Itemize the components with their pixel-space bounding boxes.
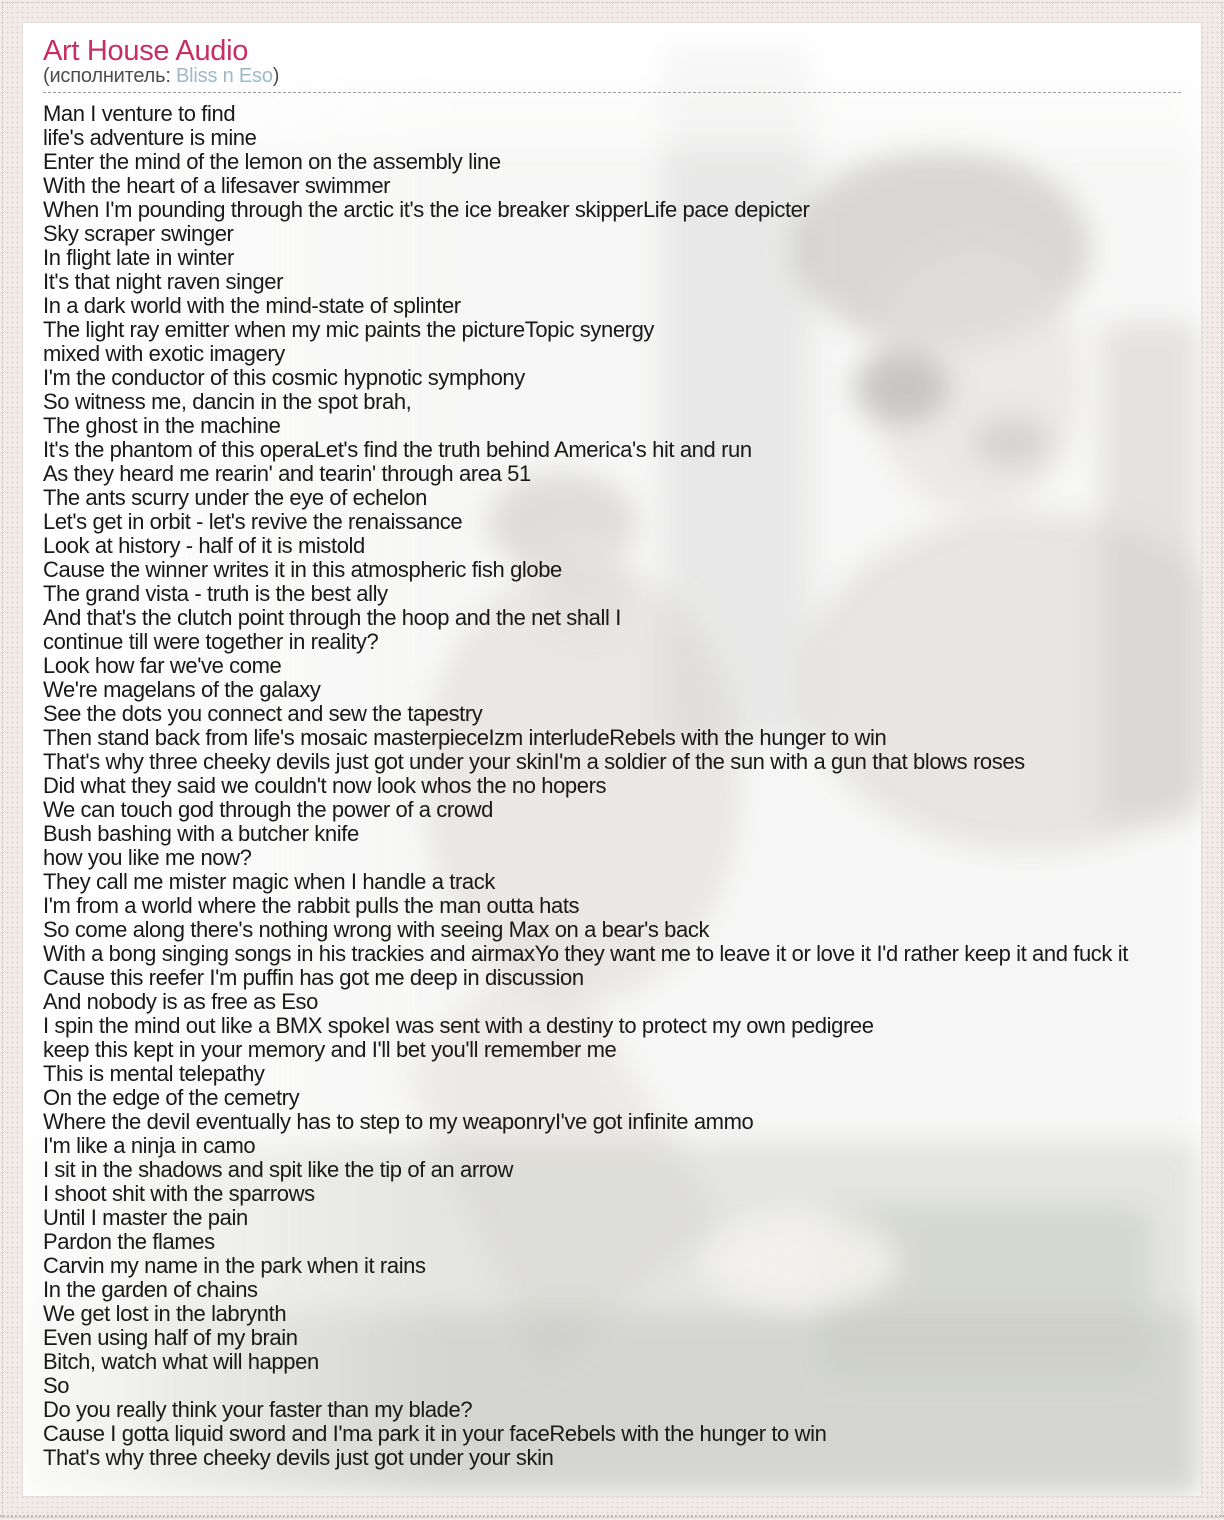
lyric-line: In the garden of chains — [43, 1277, 258, 1302]
lyric-line: And that's the clutch point through the hoop and the net shall I — [43, 605, 621, 630]
lyric-line: Bush bashing with a butcher knife — [43, 821, 359, 846]
lyric-line: When I'm pounding through the arctic it's the ice breaker skipperLife pace depicter — [43, 197, 810, 222]
lyric-line: Do you really think your faster than my blade? — [43, 1397, 473, 1422]
lyric-line: That's why three cheeky devils just got under your skin — [43, 1445, 554, 1470]
lyric-line: Look at history - half of it is mistold — [43, 533, 365, 558]
lyric-line: The ghost in the machine — [43, 413, 281, 438]
lyric-line: Even using half of my brain — [43, 1325, 298, 1350]
lyric-line: This is mental telepathy — [43, 1061, 265, 1086]
page-title: Art House Audio — [43, 35, 249, 67]
lyric-line: The light ray emitter when my mic paints the pictureTopic synergy — [43, 317, 655, 342]
lyric-line: So come along there's nothing wrong with seeing Max on a bear's back — [43, 917, 710, 942]
artist-line — [43, 65, 1181, 93]
lyric-line: Bitch, watch what will happen — [43, 1349, 319, 1374]
lyric-line: I'm the conductor of this cosmic hypnotic symphony — [43, 365, 525, 390]
lyric-line: I shoot shit with the sparrows — [43, 1181, 315, 1206]
lyric-line: I'm from a world where the rabbit pulls the man outta hats — [43, 893, 580, 918]
lyric-line: keep this kept in your memory and I'll bet you'll remember me — [43, 1037, 617, 1062]
lyric-line: how you like me now? — [43, 845, 252, 870]
lyric-line: Pardon the flames — [43, 1229, 215, 1254]
lyric-line: Look how far we've come — [43, 653, 282, 678]
lyric-line: It's the phantom of this operaLet's find the truth behind America's hit and run — [43, 437, 752, 462]
lyric-line: Where the devil eventually has to step to my weaponryI've got infinite ammo — [43, 1109, 754, 1134]
artist-label-suffix: ) — [272, 65, 280, 87]
lyric-line: Carvin my name in the park when it rains — [43, 1253, 426, 1278]
lyric-line: Cause I gotta liquid sword and I'ma park it in your face​Rebels with the hunger to win — [43, 1421, 827, 1446]
artist-label-prefix: (исполнитель: — [43, 65, 177, 87]
lyric-line: mixed with exotic imagery — [43, 341, 285, 366]
lyric-line: Enter the mind of the lemon on the assembly line — [43, 149, 501, 174]
lyric-line: Let's get in orbit - let's revive the renaissance — [43, 509, 463, 534]
lyric-line: Cause this reefer I'm puffin has got me deep in discussion — [43, 965, 584, 990]
lyrics-text — [43, 102, 1181, 1470]
lyric-line: life's adventure is mine — [43, 125, 257, 150]
lyric-line: The grand vista - truth is the best ally — [43, 581, 388, 606]
lyric-line: So witness me, dancin in the spot brah, — [43, 389, 412, 414]
lyric-line: So — [43, 1373, 70, 1398]
lyric-line: In a dark world with the mind-state of splinter — [43, 293, 461, 318]
lyrics-panel — [22, 22, 1202, 1497]
lyric-line: We get lost in the labrynth — [43, 1301, 287, 1326]
lyric-line: Did what they said we couldn't now look whos the no hopers — [43, 773, 607, 798]
lyric-line: See the dots you connect and sew the tapestry — [43, 701, 483, 726]
lyric-line: We're magelans of the galaxy — [43, 677, 321, 702]
lyric-line: With the heart of a lifesaver swimmer — [43, 173, 391, 198]
lyric-line: continue till were together in reality? — [43, 629, 379, 654]
lyric-line: And nobody is as free as Eso — [43, 989, 318, 1014]
lyric-line: Sky scraper swinger — [43, 221, 234, 246]
lyric-line: I spin the mind out like a BMX spokeI was sent with a destiny to protect my own pedigree — [43, 1013, 874, 1038]
lyric-line: I sit in the shadows and spit like the tip of an arrow — [43, 1157, 513, 1182]
lyric-line: In flight late in winter — [43, 245, 234, 270]
lyric-line: With a bong singing songs in his trackies and airmaxYo they want me to leave it or love it I'd rather keep it and fuck it — [43, 941, 1128, 966]
lyric-line: We can touch god through the power of a crowd — [43, 797, 493, 822]
lyric-line: That's why three cheeky devils just got under your skinI'm a soldier of the sun with a gun that blows roses — [43, 749, 1025, 774]
lyric-line: They call me mister magic when I handle a track — [43, 869, 495, 894]
lyric-line: It's that night raven singer — [43, 269, 284, 294]
lyric-line: On the edge of the cemetry — [43, 1085, 300, 1110]
lyric-line: Cause the winner writes it in this atmospheric fish globe — [43, 557, 562, 582]
lyric-line: Until I master the pain — [43, 1205, 248, 1230]
artist-link[interactable]: Bliss n Eso — [176, 65, 273, 87]
lyric-line: Then stand back from life's mosaic masterpieceIzm interludeRebels with the hunger to win — [43, 725, 887, 750]
lyric-line: The ants scurry under the eye of echelon — [43, 485, 427, 510]
footer-dotted-divider — [0, 1515, 1224, 1517]
lyric-line: I'm like a ninja in camo — [43, 1133, 256, 1158]
lyric-line: Man I venture to find — [43, 101, 236, 126]
lyric-line: As they heard me rearin' and tearin' through area 51 — [43, 461, 531, 486]
